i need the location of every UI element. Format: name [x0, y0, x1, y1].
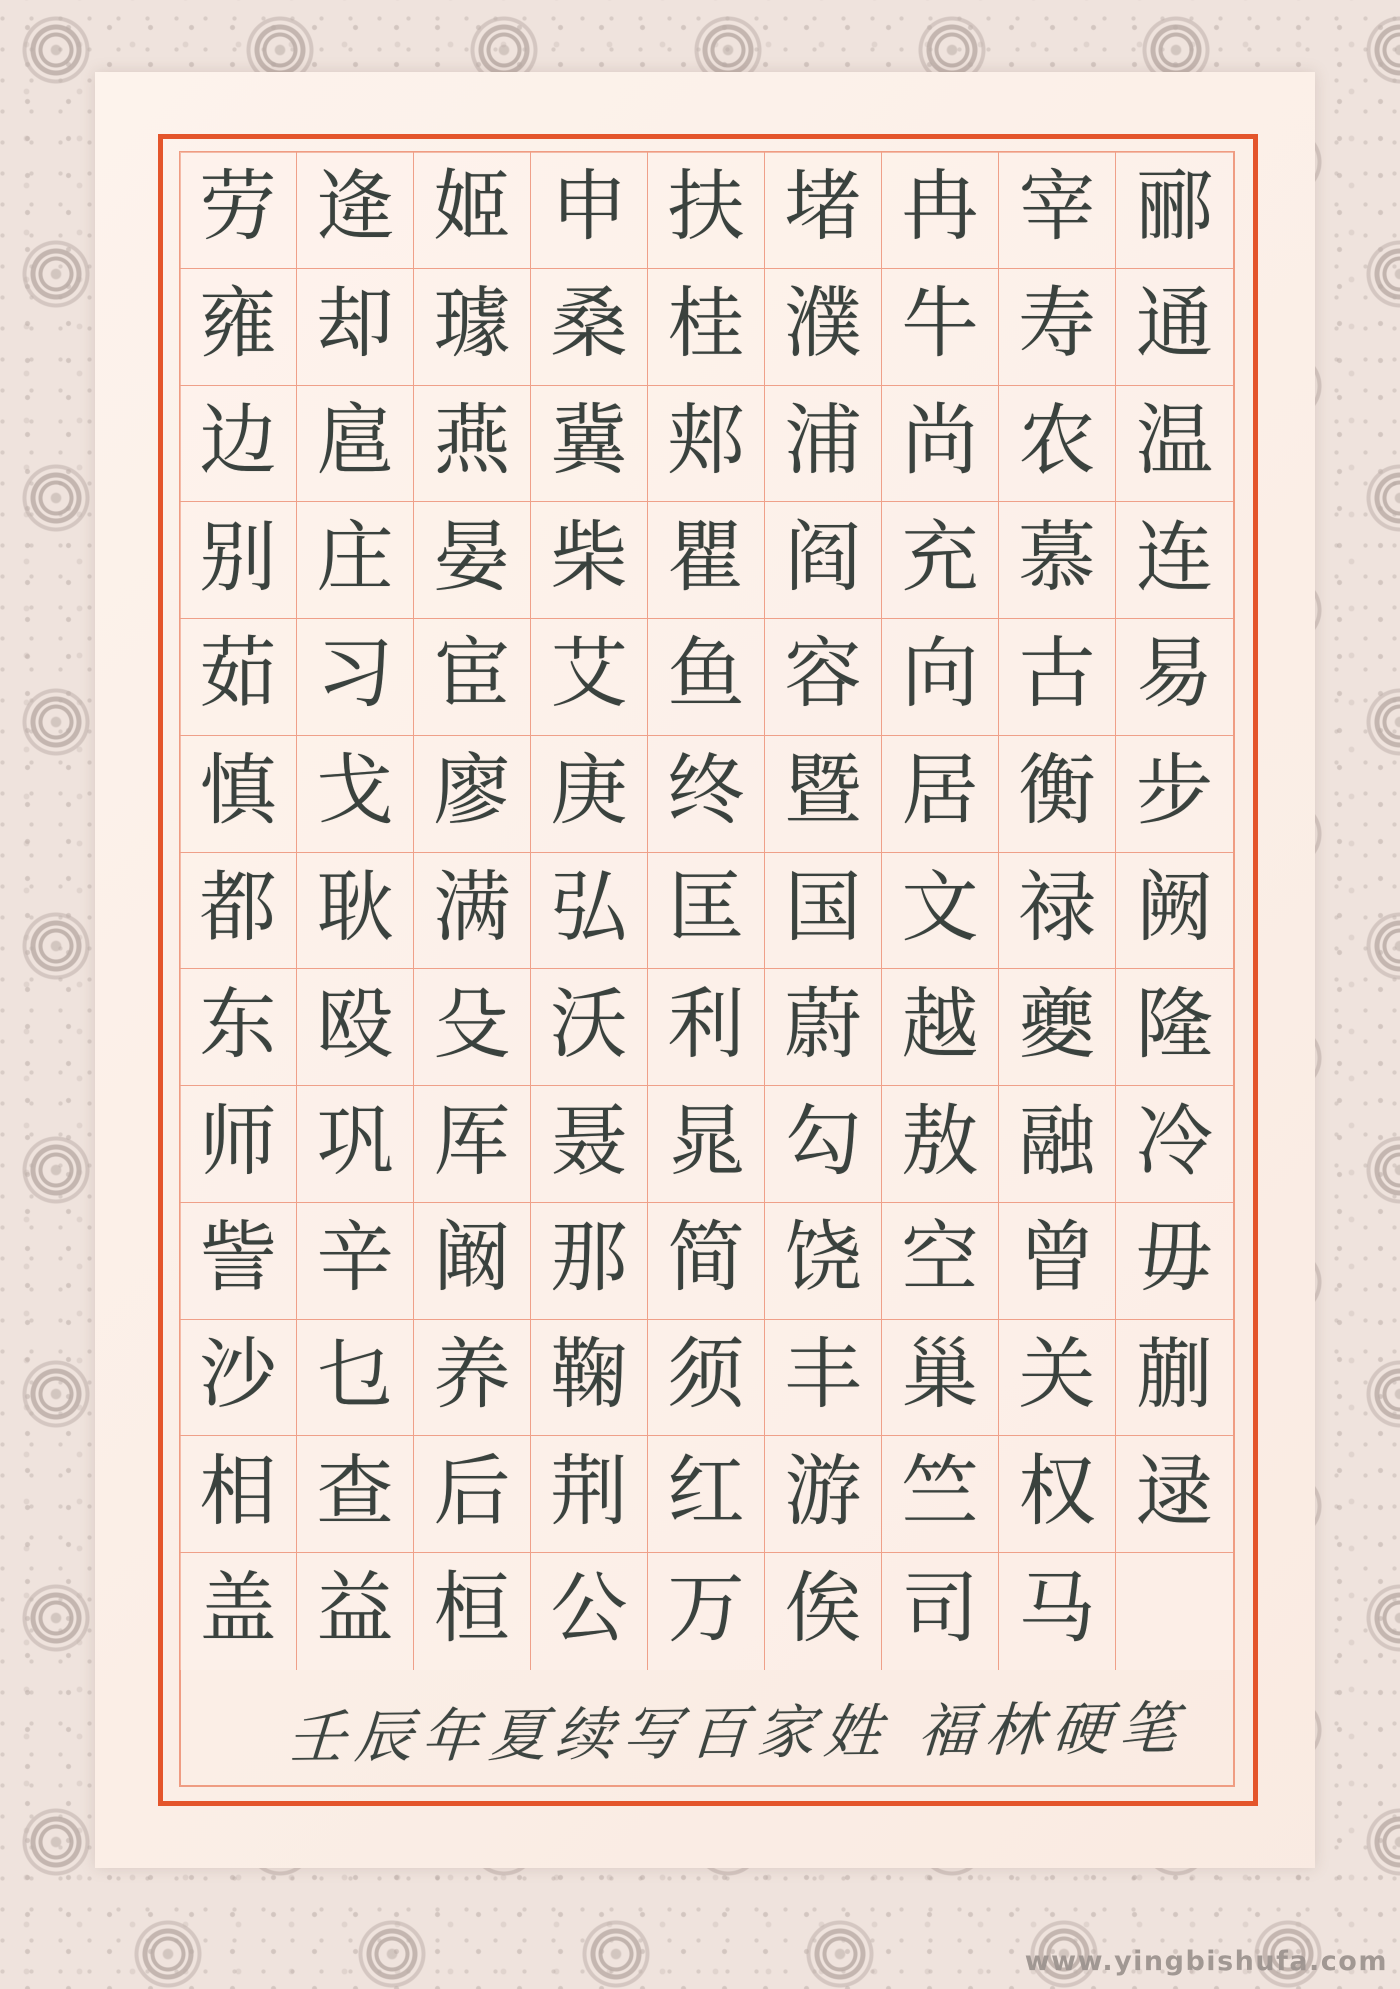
grid-cell: [414, 736, 531, 853]
handwritten-character: 相: [199, 1447, 277, 1537]
grid-cell: [531, 1436, 648, 1553]
handwritten-character: 那: [550, 1214, 628, 1304]
grid-cell: [1116, 853, 1233, 970]
grid-cell: [882, 269, 999, 386]
grid-cell: [414, 1320, 531, 1437]
grid-cell: [648, 1436, 765, 1553]
grid-cell: [531, 853, 648, 970]
handwritten-character: 扶: [667, 163, 745, 253]
grid-cell: [297, 502, 414, 619]
grid-cell: [882, 1320, 999, 1437]
handwritten-character: 蔚: [784, 980, 862, 1070]
handwritten-character: 寿: [1018, 280, 1096, 370]
grid-cell: [999, 1553, 1116, 1670]
handwritten-character: 敖: [901, 1097, 979, 1187]
handwritten-character: 逯: [1136, 1447, 1213, 1537]
handwritten-character: 红: [667, 1447, 745, 1537]
handwritten-character: 毋: [1136, 1214, 1213, 1304]
handwritten-character: 逄: [316, 163, 394, 253]
grid-cell: [1116, 152, 1233, 269]
handwritten-character: 荆: [550, 1447, 628, 1537]
grid-cell: [765, 619, 882, 736]
handwritten-character: 充: [901, 513, 979, 603]
handwritten-character: 燕: [433, 396, 511, 486]
colophon-text: 壬辰年夏续写百家姓 福林硬笔: [285, 1693, 1189, 1772]
handwritten-character: 查: [316, 1447, 394, 1537]
grid-cell: [180, 1436, 297, 1553]
handwritten-character: 向: [901, 630, 979, 720]
handwritten-character: 蒯: [1136, 1331, 1213, 1421]
handwritten-character: 别: [199, 513, 277, 603]
handwritten-character: 桑: [550, 280, 628, 370]
handwritten-character: 隆: [1136, 980, 1213, 1070]
handwritten-character: 郦: [1136, 163, 1213, 253]
grid-cell: [180, 736, 297, 853]
grid-cell: [882, 853, 999, 970]
grid-cell: [999, 1436, 1116, 1553]
handwritten-character: 尚: [901, 396, 979, 486]
grid-cell: [999, 969, 1116, 1086]
grid-cell: [180, 1086, 297, 1203]
grid-cell: [1116, 619, 1233, 736]
grid-cell: [531, 1203, 648, 1320]
grid-cell: [765, 1203, 882, 1320]
grid-cell: [765, 969, 882, 1086]
handwritten-character: 游: [784, 1447, 862, 1537]
grid-cell: [648, 853, 765, 970]
grid-cell: [297, 736, 414, 853]
handwritten-character: 万: [667, 1565, 745, 1655]
grid-cell: [765, 386, 882, 503]
grid-cell: [180, 1553, 297, 1670]
grid-cell: [531, 502, 648, 619]
grid-cell: [1116, 502, 1233, 619]
handwritten-character: 巩: [316, 1097, 394, 1187]
grid-cell: [882, 152, 999, 269]
handwritten-character: 冀: [550, 396, 628, 486]
handwritten-character: 冷: [1136, 1097, 1213, 1187]
grid-cell: [765, 736, 882, 853]
handwritten-character: 乜: [316, 1331, 394, 1421]
handwritten-character: 劳: [199, 163, 277, 253]
handwritten-character: 殴: [316, 980, 394, 1070]
handwritten-character: 勾: [784, 1097, 862, 1187]
grid-cell: [297, 1203, 414, 1320]
handwritten-character: 鱼: [667, 630, 745, 720]
grid-cell: [414, 269, 531, 386]
handwritten-character: 益: [316, 1565, 394, 1655]
grid-cell: [882, 969, 999, 1086]
grid-cell: [414, 1086, 531, 1203]
grid-cell: [999, 1086, 1116, 1203]
handwritten-character: 盖: [199, 1565, 277, 1655]
handwritten-character: 阚: [433, 1214, 511, 1304]
handwritten-character: 文: [901, 863, 979, 953]
grid-cell: [297, 386, 414, 503]
handwritten-character: 鞠: [550, 1331, 628, 1421]
grid-cell: [297, 152, 414, 269]
grid-cell: [999, 269, 1116, 386]
handwritten-character: 璩: [433, 280, 511, 370]
grid-cell: [882, 736, 999, 853]
grid-cell: [297, 1553, 414, 1670]
handwritten-character: 饶: [784, 1214, 862, 1304]
handwritten-character: 雍: [199, 280, 277, 370]
grid-cell: [1116, 969, 1233, 1086]
handwritten-character: 古: [1018, 630, 1096, 720]
handwritten-character: 权: [1018, 1447, 1096, 1537]
character-grid: [180, 152, 1233, 1670]
handwritten-character: 扈: [316, 396, 394, 486]
handwritten-character: 沙: [199, 1331, 277, 1421]
handwritten-character: 司: [901, 1565, 979, 1655]
handwritten-character: 关: [1018, 1331, 1096, 1421]
handwritten-character: 须: [667, 1331, 745, 1421]
grid-cell: [765, 1436, 882, 1553]
handwritten-character: 庄: [316, 513, 394, 603]
handwritten-character: 浦: [784, 396, 862, 486]
handwritten-character: 廖: [433, 747, 511, 837]
handwritten-character: 殳: [433, 980, 511, 1070]
handwritten-character: 沃: [550, 980, 628, 1070]
handwritten-character: 通: [1136, 280, 1213, 370]
grid-cell: [531, 1086, 648, 1203]
handwritten-character: 辛: [316, 1214, 394, 1304]
grid-cell: [297, 853, 414, 970]
grid-cell: [765, 502, 882, 619]
handwritten-character: 国: [784, 863, 862, 953]
grid-cell: [882, 1086, 999, 1203]
handwritten-character: 融: [1018, 1097, 1096, 1187]
handwritten-character: 艾: [550, 630, 628, 720]
grid-cell: [765, 269, 882, 386]
handwritten-character: 竺: [901, 1447, 979, 1537]
handwritten-character: 阎: [784, 513, 862, 603]
site-watermark: www.yingbishufa.com: [1024, 1946, 1388, 1977]
grid-cell: [882, 386, 999, 503]
grid-cell: [999, 386, 1116, 503]
grid-cell: [648, 502, 765, 619]
handwritten-character: 连: [1136, 513, 1213, 603]
grid-cell: [648, 1086, 765, 1203]
grid-cell: [648, 152, 765, 269]
handwritten-character: 桓: [433, 1565, 511, 1655]
handwritten-character: 都: [199, 863, 277, 953]
grid-cell: [648, 269, 765, 386]
handwritten-character: 东: [199, 980, 277, 1070]
grid-cell: [414, 969, 531, 1086]
handwritten-character: 宰: [1018, 163, 1096, 253]
grid-cell: [882, 1553, 999, 1670]
grid-cell: [414, 502, 531, 619]
grid-cell: [531, 386, 648, 503]
handwritten-character: 暨: [784, 747, 862, 837]
handwritten-character: 禄: [1018, 863, 1096, 953]
grid-cell: [999, 152, 1116, 269]
grid-cell: [1116, 1086, 1233, 1203]
grid-cell: [180, 386, 297, 503]
grid-cell: [531, 152, 648, 269]
grid-cell: [999, 853, 1116, 970]
handwritten-character: 后: [433, 1447, 511, 1537]
handwritten-character: 居: [901, 747, 979, 837]
handwritten-character: 冉: [901, 163, 979, 253]
handwritten-character: 阙: [1136, 863, 1213, 953]
grid-cell: [414, 1436, 531, 1553]
handwritten-character: 温: [1136, 396, 1213, 486]
handwritten-character: 弘: [550, 863, 628, 953]
grid-cell: [882, 619, 999, 736]
grid-cell: [765, 853, 882, 970]
handwritten-character: 利: [667, 980, 745, 1070]
grid-cell: [180, 853, 297, 970]
handwritten-character: 柴: [550, 513, 628, 603]
handwritten-character: 耿: [316, 863, 394, 953]
grid-cell: [180, 502, 297, 619]
grid-cell: [297, 1436, 414, 1553]
handwritten-character: 却: [316, 280, 394, 370]
handwritten-character: 容: [784, 630, 862, 720]
handwritten-character: 戈: [316, 747, 394, 837]
grid-cell: [999, 1203, 1116, 1320]
handwritten-character: 申: [550, 163, 628, 253]
grid-cell: [648, 1320, 765, 1437]
handwritten-character: 公: [550, 1565, 628, 1655]
handwritten-character: 养: [433, 1331, 511, 1421]
grid-cell: [414, 152, 531, 269]
handwritten-character: 步: [1136, 747, 1213, 837]
grid-cell: [648, 736, 765, 853]
grid-cell: [414, 1553, 531, 1670]
grid-cell: [297, 1086, 414, 1203]
grid-cell: [1116, 1320, 1233, 1437]
handwritten-character: 宦: [433, 630, 511, 720]
grid-cell: [414, 386, 531, 503]
grid-cell: [297, 1320, 414, 1437]
grid-cell: [1116, 736, 1233, 853]
grid-cell: [297, 269, 414, 386]
grid-cell: [297, 619, 414, 736]
grid-cell: [648, 1203, 765, 1320]
handwritten-character: 曾: [1018, 1214, 1096, 1304]
handwritten-character: 晏: [433, 513, 511, 603]
handwritten-character: 巢: [901, 1331, 979, 1421]
grid-cell: [882, 1436, 999, 1553]
grid-cell: [1116, 1436, 1233, 1553]
grid-cell: [1116, 386, 1233, 503]
handwritten-character: 濮: [784, 280, 862, 370]
grid-cell: [999, 1320, 1116, 1437]
handwritten-character: 简: [667, 1214, 745, 1304]
handwritten-character: 牛: [901, 280, 979, 370]
handwritten-character: 訾: [199, 1214, 277, 1304]
grid-cell: [1116, 269, 1233, 386]
grid-cell: [531, 736, 648, 853]
grid-cell: [1116, 1203, 1233, 1320]
handwritten-character: 郏: [667, 396, 745, 486]
signature-colophon: [180, 1670, 1233, 1785]
grid-cell: [648, 1553, 765, 1670]
handwritten-character: 丰: [784, 1331, 862, 1421]
handwritten-character: 习: [316, 630, 394, 720]
handwritten-character: 匡: [667, 863, 745, 953]
grid-cell: [882, 502, 999, 619]
grid-cell: [180, 269, 297, 386]
grid-cell: [765, 1553, 882, 1670]
handwritten-character: 聂: [550, 1097, 628, 1187]
grid-cell: [1116, 1553, 1233, 1670]
handwritten-character: 满: [433, 863, 511, 953]
grid-cell: [531, 269, 648, 386]
grid-cell: [414, 619, 531, 736]
handwritten-character: 师: [199, 1097, 277, 1187]
handwritten-character: 茹: [199, 630, 277, 720]
grid-cell: [531, 1320, 648, 1437]
grid-cell: [999, 619, 1116, 736]
grid-cell: [765, 152, 882, 269]
handwritten-character: 衡: [1018, 747, 1096, 837]
grid-cell: [180, 1320, 297, 1437]
grid-cell: [180, 152, 297, 269]
handwritten-character: 越: [901, 980, 979, 1070]
grid-cell: [765, 1320, 882, 1437]
grid-cell: [999, 736, 1116, 853]
handwritten-character: 堵: [784, 163, 862, 253]
grid-cell: [531, 1553, 648, 1670]
handwritten-character: 桂: [667, 280, 745, 370]
grid-cell: [180, 969, 297, 1086]
handwritten-character: 瞿: [667, 513, 745, 603]
handwritten-character: 姬: [433, 163, 511, 253]
grid-cell: [648, 386, 765, 503]
grid-cell: [648, 619, 765, 736]
grid-cell: [414, 1203, 531, 1320]
handwritten-character: 晁: [667, 1097, 745, 1187]
handwritten-character: 马: [1018, 1565, 1096, 1655]
handwritten-character: 厍: [433, 1097, 511, 1187]
handwritten-character: 庚: [550, 747, 628, 837]
grid-cell: [765, 1086, 882, 1203]
grid-cell: [180, 619, 297, 736]
handwritten-character: 慕: [1018, 513, 1096, 603]
grid-cell: [297, 969, 414, 1086]
handwritten-character: 空: [901, 1214, 979, 1304]
handwritten-character: 慎: [199, 747, 277, 837]
handwritten-character: 易: [1136, 630, 1213, 720]
grid-cell: [531, 619, 648, 736]
handwritten-character: 农: [1018, 396, 1096, 486]
grid-cell: [882, 1203, 999, 1320]
grid-cell: [414, 853, 531, 970]
handwritten-character: 边: [199, 396, 277, 486]
grid-cell: [648, 969, 765, 1086]
grid-cell: [999, 502, 1116, 619]
grid-cell: [180, 1203, 297, 1320]
handwritten-character: 俟: [784, 1565, 862, 1655]
handwritten-character: 夔: [1018, 980, 1096, 1070]
grid-cell: [531, 969, 648, 1086]
handwritten-character: 终: [667, 747, 745, 837]
